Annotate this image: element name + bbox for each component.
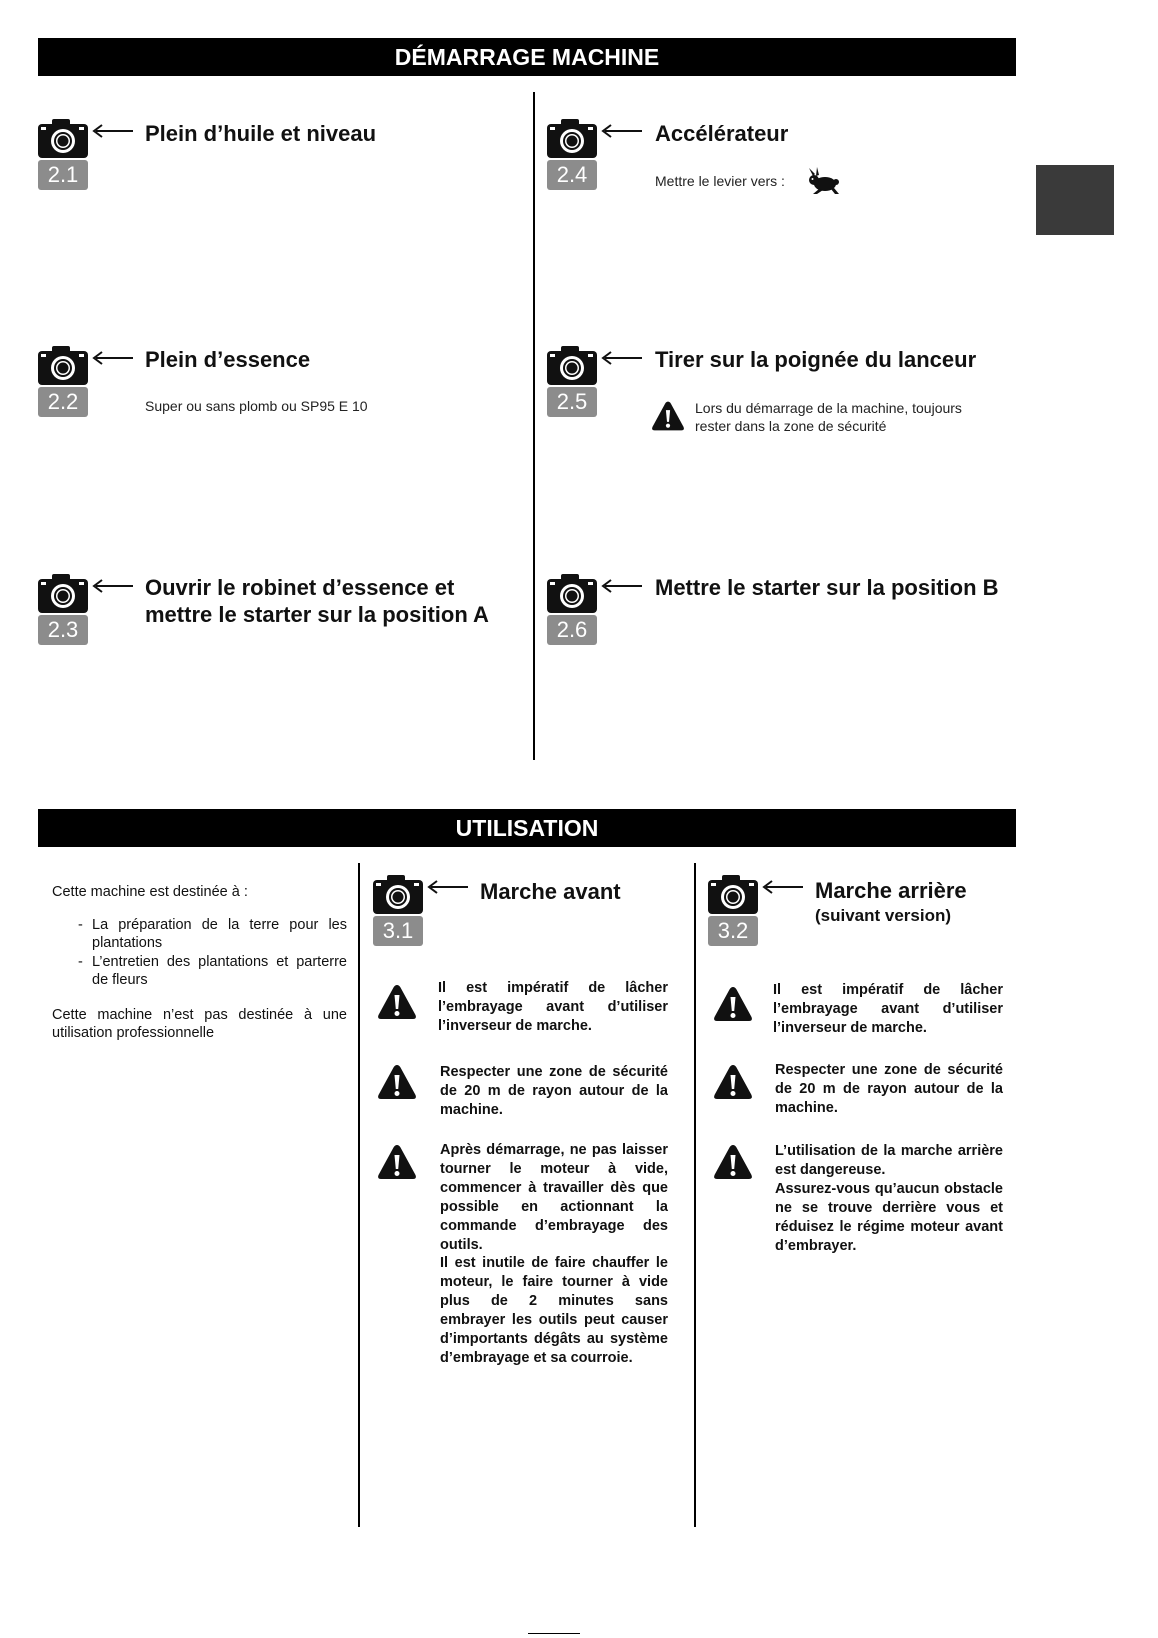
step-subtitle: (suivant version) (815, 906, 952, 925)
step-number-badge: 2.3 (38, 615, 88, 645)
step-marker-2-5 (547, 345, 657, 417)
column-divider (358, 863, 360, 1527)
warning-text: L’utilisation de la marche arrière est dangereuse. (775, 1143, 1003, 1178)
arrow-left-icon (426, 880, 468, 894)
camera-icon (38, 573, 88, 613)
step-title: Plein d’huile et niveau (145, 121, 377, 146)
column-divider (694, 863, 696, 1527)
rabbit-icon (805, 166, 843, 196)
intro-list (52, 916, 347, 990)
step-title: Accélérateur (655, 121, 789, 146)
camera-icon (547, 118, 597, 158)
warning-text-line-2: rester dans la zone de sécurité (695, 418, 887, 434)
step-title: Marche arrière (815, 878, 967, 903)
step-number-badge: 2.1 (38, 160, 88, 190)
chapter-tab (1036, 165, 1114, 235)
step-marker-2-1 (38, 118, 148, 190)
warning-text: Respecter une zone de sécurité de 20 m de rayon autour de la machine. (440, 1064, 668, 1118)
step-title: Mettre le starter sur la position B (655, 575, 999, 600)
utilisation-intro (52, 883, 347, 1043)
arrow-left-icon (91, 124, 133, 138)
warning-text: Il est impératif de lâcher l’embrayage avant d’utiliser l’inverseur de marche. (773, 982, 1003, 1036)
warning-icon (377, 1143, 417, 1181)
step-title: Marche avant (480, 879, 621, 904)
intro-note: Cette machine n’est pas destinée à une utilisation professionnelle (52, 1006, 347, 1041)
camera-icon (547, 345, 597, 385)
step-title-line-2: mettre le starter sur la position A (145, 602, 489, 627)
section-banner-demarrage (38, 38, 1016, 76)
warning-text: Il est inutile de faire chauffer le moteur, le faire tourner à vide plus de 2 minutes sans embrayer les outils peut causer d’importants dégâts au système d’embrayage et sa courroie. (440, 1255, 668, 1366)
step-marker-2-6 (547, 573, 657, 645)
step-marker-2-3 (38, 573, 148, 645)
section-title-demarrage: DÉMARRAGE MACHINE (394, 44, 660, 70)
step-title: Tirer sur la poignée du lanceur (655, 347, 977, 372)
warning-icon (377, 983, 417, 1021)
camera-icon (547, 573, 597, 613)
arrow-left-icon (761, 880, 803, 894)
camera-icon (373, 874, 423, 914)
step-text: Super ou sans plomb ou SP95 E 10 (145, 398, 368, 414)
step-text: Mettre le levier vers : (655, 173, 785, 189)
warning-text: Respecter une zone de sécurité de 20 m de rayon autour de la machine. (775, 1062, 1003, 1116)
list-item: - L’entretien des plantations et parterre de fleurs (92, 953, 347, 990)
step-number-badge: 2.5 (547, 387, 597, 417)
warning-text: Assurez-vous qu’aucun obstacle ne se trouve derrière vous et réduisez le régime moteur avant d’embrayer. (775, 1181, 1003, 1254)
step-number-badge: 3.2 (708, 916, 758, 946)
step-number-badge: 2.2 (38, 387, 88, 417)
camera-icon (38, 118, 88, 158)
step-marker-3-2 (708, 874, 818, 946)
warning-icon (377, 1063, 417, 1101)
warning-text (695, 399, 962, 435)
warning-icon (651, 400, 685, 432)
page-edge-mark (528, 1633, 580, 1634)
step-title: Plein d’essence (145, 347, 311, 372)
step-title-line-1: Ouvrir le robinet d’essence et (145, 575, 455, 600)
list-item: - La préparation de la terre pour les plantations (92, 916, 347, 953)
section-title-utilisation: UTILISATION (455, 815, 599, 841)
step-marker-3-1 (373, 874, 483, 946)
warning-text: Il est impératif de lâcher l’embrayage avant d’utiliser l’inverseur de marche. (438, 980, 668, 1034)
step-number-badge: 2.6 (547, 615, 597, 645)
warning-text-line-1: Lors du démarrage de la machine, toujours (695, 400, 962, 416)
warning-icon (713, 985, 753, 1023)
arrow-left-icon (91, 351, 133, 365)
step-marker-2-4 (547, 118, 657, 190)
arrow-left-icon (600, 579, 642, 593)
arrow-left-icon (600, 124, 642, 138)
camera-icon (38, 345, 88, 385)
camera-icon (708, 874, 758, 914)
warning-icon (713, 1143, 753, 1181)
column-divider (533, 92, 535, 760)
section-banner-utilisation (38, 809, 1016, 847)
step-number-badge: 2.4 (547, 160, 597, 190)
intro-lead: Cette machine est destinée à : (52, 884, 248, 900)
arrow-left-icon (91, 579, 133, 593)
step-number-badge: 3.1 (373, 916, 423, 946)
warning-icon (713, 1063, 753, 1101)
arrow-left-icon (600, 351, 642, 365)
step-marker-2-2 (38, 345, 148, 417)
warning-text: Après démarrage, ne pas laisser tourner le moteur à vide, commencer à travailler dès que possible en actionnant la commande d’embrayage des outils. (440, 1142, 668, 1253)
